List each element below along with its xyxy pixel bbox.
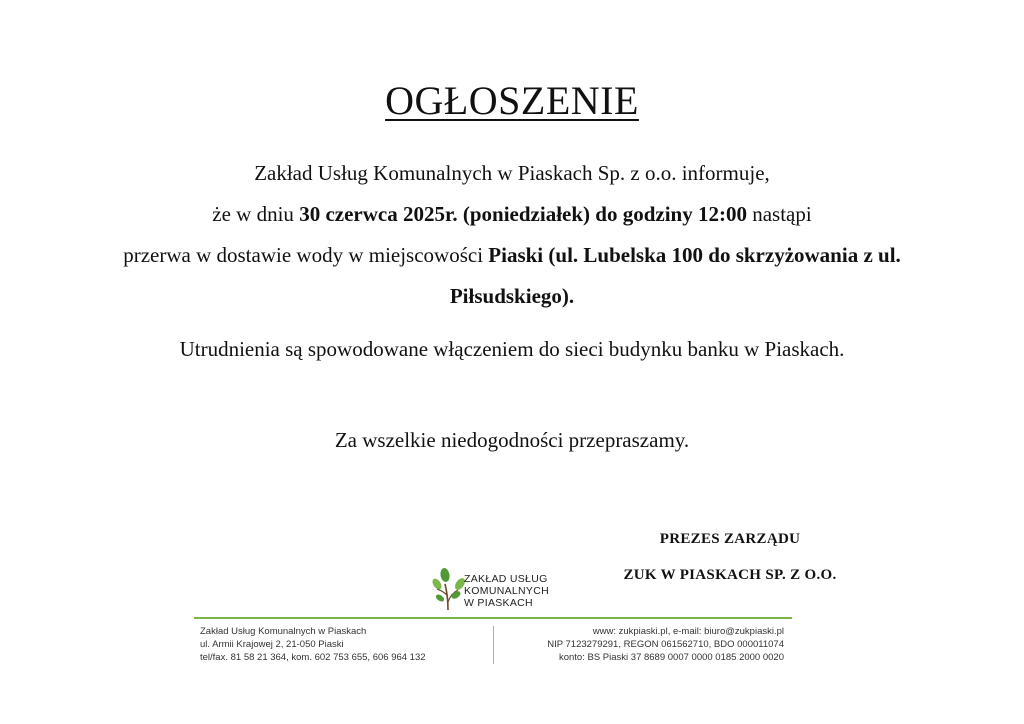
footer-company-name: Zakład Usług Komunalnych w Piaskach (200, 626, 367, 637)
signature-title: PREZES ZARZĄDU (659, 531, 801, 547)
outage-location-text: Piaski (ul. Lubelska 100 do skrzyżowania z ul. Piłsudskiego). (449, 243, 901, 308)
page-title: OGŁOSZENIE (385, 78, 639, 123)
tree-leaf-icon (432, 567, 467, 610)
footer-address: ul. Armii Krajowej 2, 21-050 Piaski (200, 639, 344, 650)
announcement-paragraph-main (120, 153, 904, 317)
footer-tax-ids: NIP 7123279291, REGON 061562710, BDO 000011074 (547, 639, 784, 650)
date-prefix-text: że w dniu (212, 202, 300, 226)
date-suffix-text: nastąpi (746, 202, 812, 226)
intro-text: Zakład Usług Komunalnych w Piaskach Sp. z o.o. informuje, (254, 161, 770, 185)
logo-wordmark (464, 573, 549, 609)
announcement-apology-paragraph: Za wszelkie niedogodności przepraszamy. (334, 428, 690, 452)
footer-contact-block (547, 625, 784, 664)
footer-bank-account: konto: BS Piaski 37 8689 0007 0000 0185 2000 0020 (558, 652, 784, 663)
footer-web-email: www: zukpiaski.pl, e-mail: biuro@zukpiaski.pl (592, 626, 784, 637)
footer-column-divider (493, 626, 494, 664)
footer-divider (194, 617, 792, 619)
signature-company: ZUK W PIASKACH SP. Z O.O. (623, 567, 837, 583)
logo-line-2: KOMUNALNYCH (464, 585, 549, 597)
outage-date-text: 30 czerwca 2025r. (poniedziałek) do godziny 12:00 (299, 202, 747, 226)
outage-description-text: przerwa w dostawie wody w miejscowości (123, 243, 489, 267)
logo-line-1: ZAKŁAD USŁUG (464, 573, 548, 585)
footer-address-block (200, 625, 426, 664)
footer-phone: tel/fax. 81 58 21 364, kom. 602 753 655, 606 964 132 (200, 652, 426, 663)
logo-line-3: W PIASKACH (464, 597, 533, 609)
announcement-reason-paragraph: Utrudnienia są spowodowane włączeniem do sieci budynku banku w Piaskach. (179, 337, 845, 361)
